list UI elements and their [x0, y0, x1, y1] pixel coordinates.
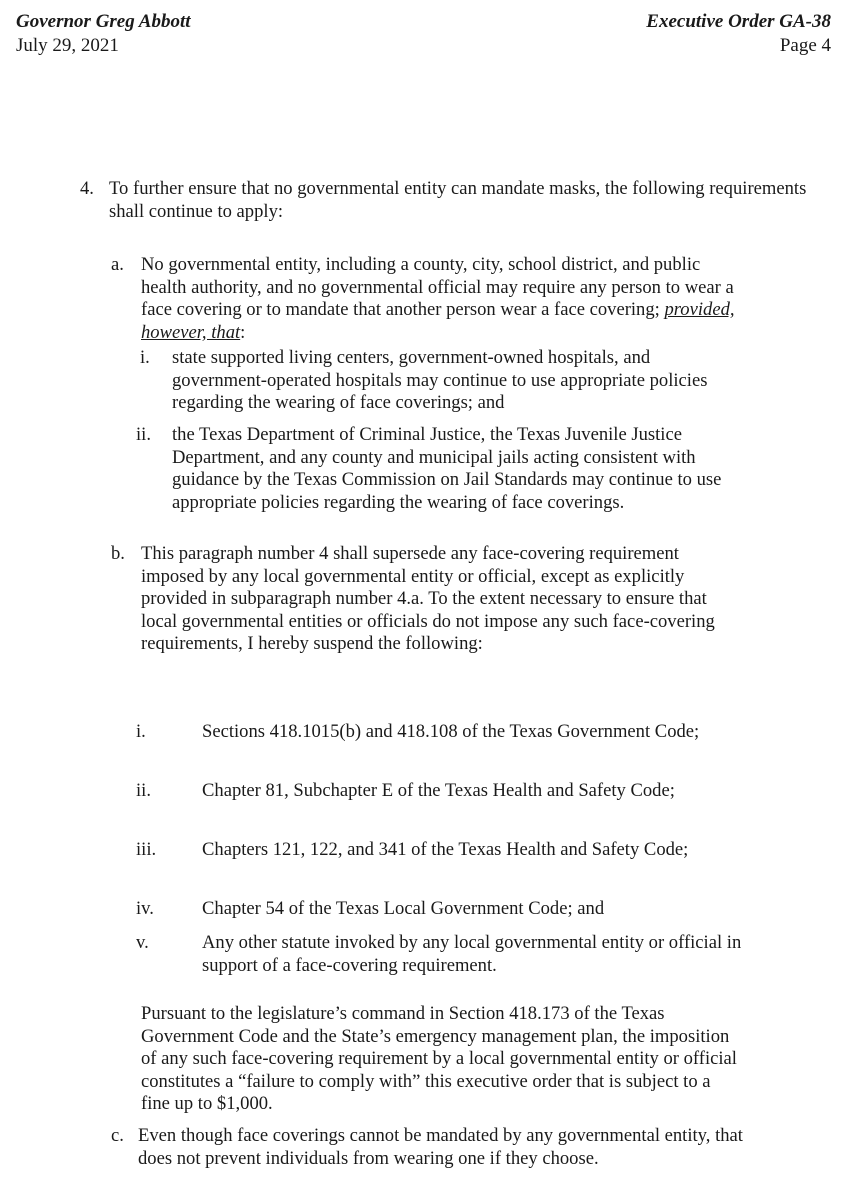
- statute-text: Any other statute invoked by any local governmental entity or official in support of a face-covering requirement.: [202, 932, 742, 976]
- subparagraph-label: b.: [111, 543, 125, 564]
- order-title: Executive Order GA-38: [646, 11, 831, 32]
- statute-label: iv.: [136, 898, 154, 919]
- governor-name: Governor Greg Abbott: [16, 11, 191, 32]
- subparagraph-label: a.: [111, 254, 124, 275]
- item-label: i.: [140, 347, 150, 368]
- statute-label: v.: [136, 932, 149, 953]
- subparagraph-text: No governmental entity, including a county, city, school district, and public health authority, and no governmental official may require any person to wear a face covering or to mandate that another person wear a face covering; provided, however, that:: [141, 254, 735, 343]
- item-label: ii.: [136, 424, 151, 445]
- pursuant-paragraph: Pursuant to the legislature’s command in Section 418.173 of the Texas Government Code and the State’s emergency management plan, the imposition of any such face-covering requirement by a local governmental entity or official constitutes a “failure to comply with” this executive order that is subject to a fine up to $1,000.: [141, 1003, 737, 1115]
- page-number: Page 4: [779, 35, 831, 56]
- statute-label: i.: [136, 721, 146, 742]
- order-date: July 29, 2021: [16, 35, 119, 56]
- proviso-underlined: provided, however, that: [141, 299, 735, 343]
- subparagraph-text: Even though face coverings cannot be mandated by any governmental entity, that does not prevent individuals from wearing one if they choose.: [138, 1125, 743, 1169]
- statute-text: Chapters 121, 122, and 341 of the Texas Health and Safety Code;: [202, 839, 689, 860]
- paragraph-text: To further ensure that no governmental entity can mandate masks, the following requirements shall continue to apply:: [109, 178, 807, 222]
- header-left: [16, 10, 191, 58]
- subparagraph-label: c.: [111, 1125, 124, 1146]
- paragraph-number: 4.: [80, 178, 94, 199]
- header-right: [646, 10, 831, 58]
- statute-label: ii.: [136, 780, 151, 801]
- statute-text: Chapter 54 of the Texas Local Government Code; and: [202, 898, 605, 919]
- statute-text: Sections 418.1015(b) and 418.108 of the Texas Government Code;: [202, 721, 700, 742]
- statute-label: iii.: [136, 839, 157, 860]
- item-text: state supported living centers, government-owned hospitals, and government-operated hospitals may continue to use appropriate policies regarding the wearing of face coverings; and: [172, 347, 708, 414]
- item-text: the Texas Department of Criminal Justice, the Texas Juvenile Justice Department, and any county and municipal jails acting consistent with guidance by the Texas Commission on Jail Standards may continue to use appropriate policies regarding the wearing of face coverings.: [172, 424, 722, 513]
- subparagraph-text: This paragraph number 4 shall supersede any face-covering requirement imposed by any local governmental entity or official, except as explicitly provided in subparagraph number 4.a. To the extent necessary to ensure that local governmental entities or officials do not impose any such face-covering requirements, I hereby suspend the following:: [141, 543, 715, 655]
- statute-text: Chapter 81, Subchapter E of the Texas Health and Safety Code;: [202, 780, 675, 801]
